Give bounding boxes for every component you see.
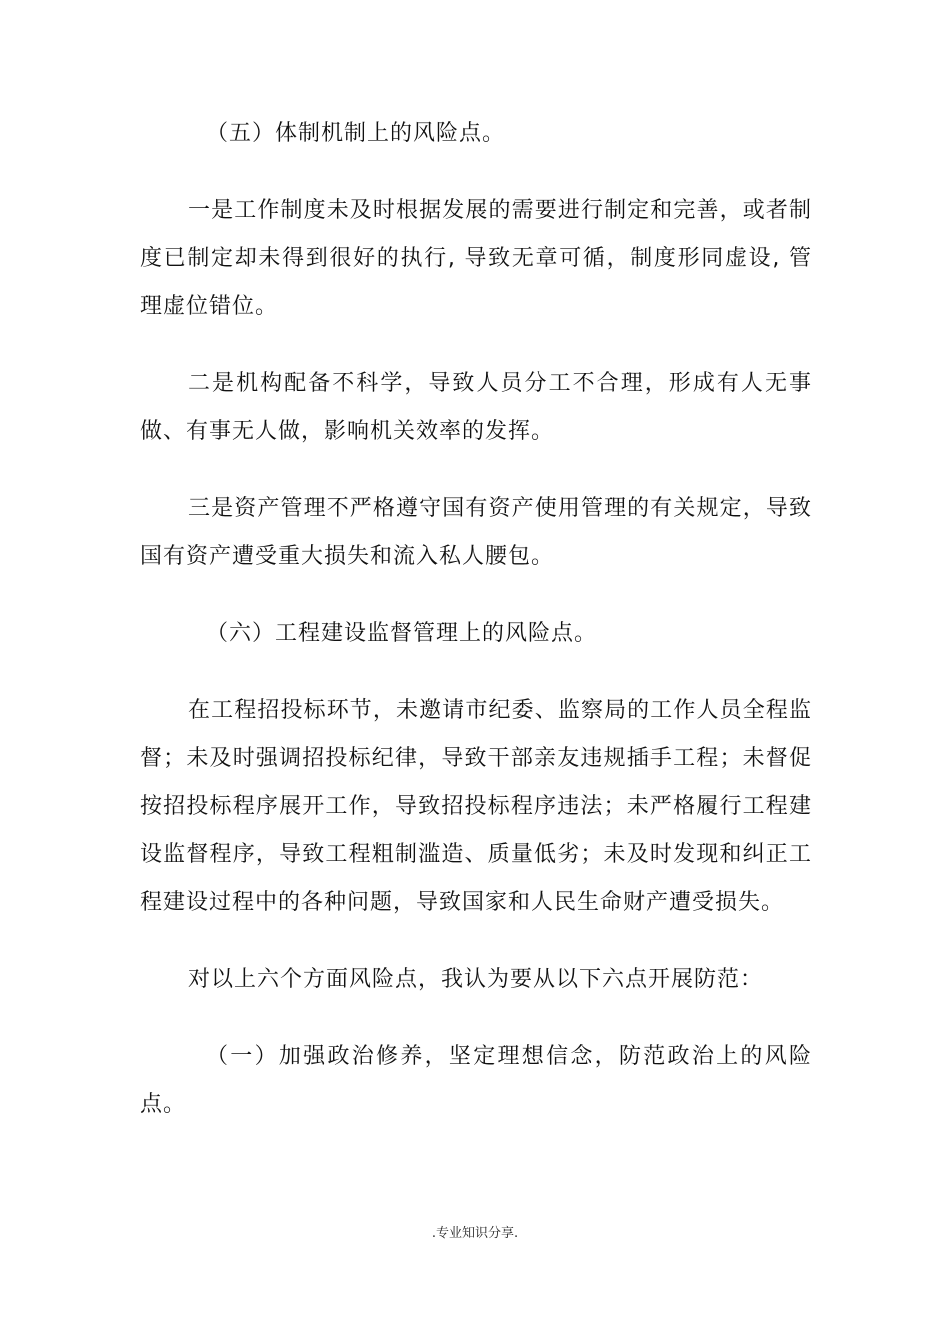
paragraph-prevention-intro: 对以上六个方面风险点，我认为要从以下六点开展防范：	[188, 967, 764, 992]
paragraph-institution-2: 二是机构配备不科学，导致人员分工不合理，形成有人无事做、有事无人做，影响机关效率的发挥。	[140, 371, 812, 444]
section-heading-five: （五）体制机制上的风险点。	[206, 121, 506, 146]
page-footer: .专业知识分享.	[431, 1226, 519, 1241]
section-heading-one: （一）加强政治修养，坚定理想信念，防范政治上的风险点。	[140, 1044, 812, 1117]
document-body	[140, 110, 812, 1158]
paragraph-engineering: 在工程招投标环节，未邀请市纪委、监察局的工作人员全程监督；未及时强调招投标纪律，导致干部亲友违规插手工程；未督促按招投标程序展开工作，导致招投标程序违法；未严格履行工程建设监督程序，导致工程粗制滥造、质量低劣；未及时发现和纠正工程建设过程中的各种问题，导致国家和人民生命财产遭受损失。	[140, 698, 812, 915]
paragraph-institution-1: 一是工作制度未及时根据发展的需要进行制定和完善，或者制度已制定却未得到很好的执行, 导致无章可循，制度形同虚设, 管理虚位错位。	[140, 198, 812, 319]
paragraph-institution-3: 三是资产管理不严格遵守国有资产使用管理的有关规定，导致国有资产遭受重大损失和流入私人腰包。	[140, 496, 812, 569]
section-heading-six: （六）工程建设监督管理上的风险点。	[206, 621, 598, 646]
